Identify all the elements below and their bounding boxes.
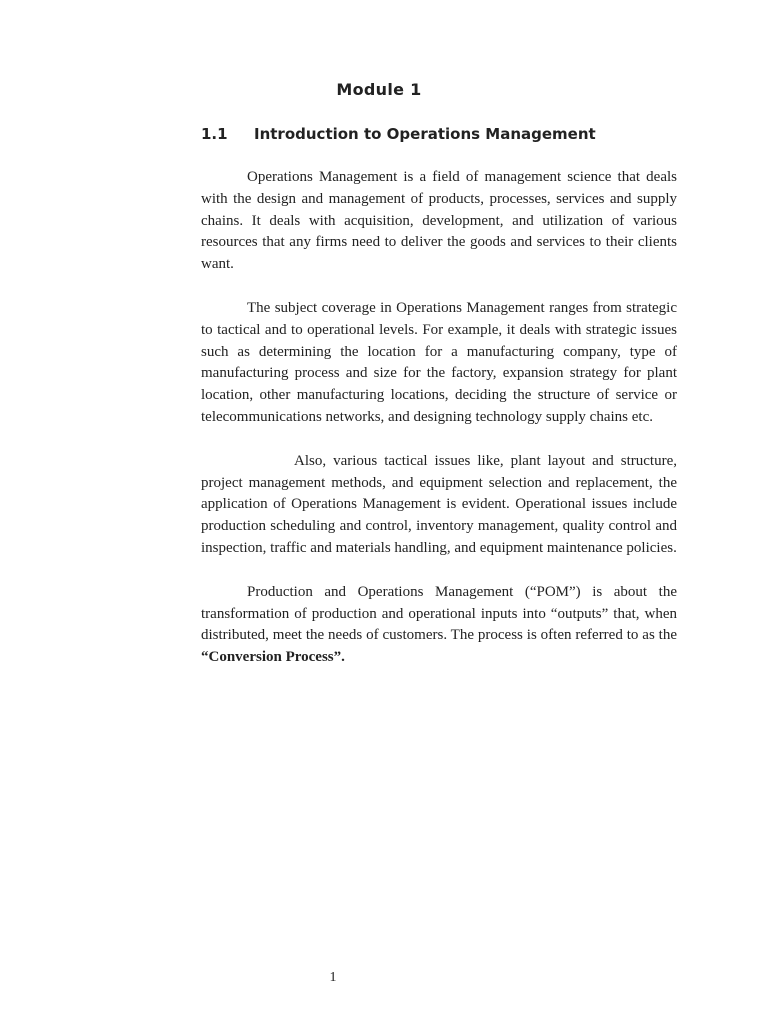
- section-number: 1.1: [201, 125, 228, 143]
- paragraph-4: [201, 582, 677, 669]
- section-title: Introduction to Operations Management: [254, 125, 596, 143]
- module-title: Module 1: [336, 80, 422, 99]
- paragraph-3: Also, various tactical issues like, plant layout and structure, project management methods, and equipment selection and replacement, the application of Operations Management is evident. Operational issues include production scheduling and control, inventory management, quality control and inspection, traffic and materials handling, and equipment maintenance policies.: [201, 452, 677, 556]
- section-heading: [201, 125, 596, 143]
- body-text: [201, 167, 677, 691]
- page-number: 1: [329, 970, 337, 985]
- paragraph-2: The subject coverage in Operations Management ranges from strategic to tactical and to operational levels. For example, it deals with strategic issues such as determining the location for a manufacturing company, type of manufacturing process and size for the factory, expansion strategy for plant location, other manufacturing locations, deciding the structure of service or telecommunications networks, and designing technology supply chains etc.: [201, 299, 677, 425]
- paragraph-1: Operations Management is a field of management science that deals with the design and management of products, processes, services and supply chains. It deals with acquisition, development, and utilization of various resources that any firms need to deliver the goods and services to their clients want.: [201, 169, 677, 273]
- conversion-process-emphasis: “Conversion Process”.: [201, 649, 345, 666]
- paragraph-4-text: Production and Operations Management (“POM”) is about the transformation of production and operational inputs into “outputs” that, when distributed, meet the needs of customers. The process is often referred to as the: [201, 583, 677, 644]
